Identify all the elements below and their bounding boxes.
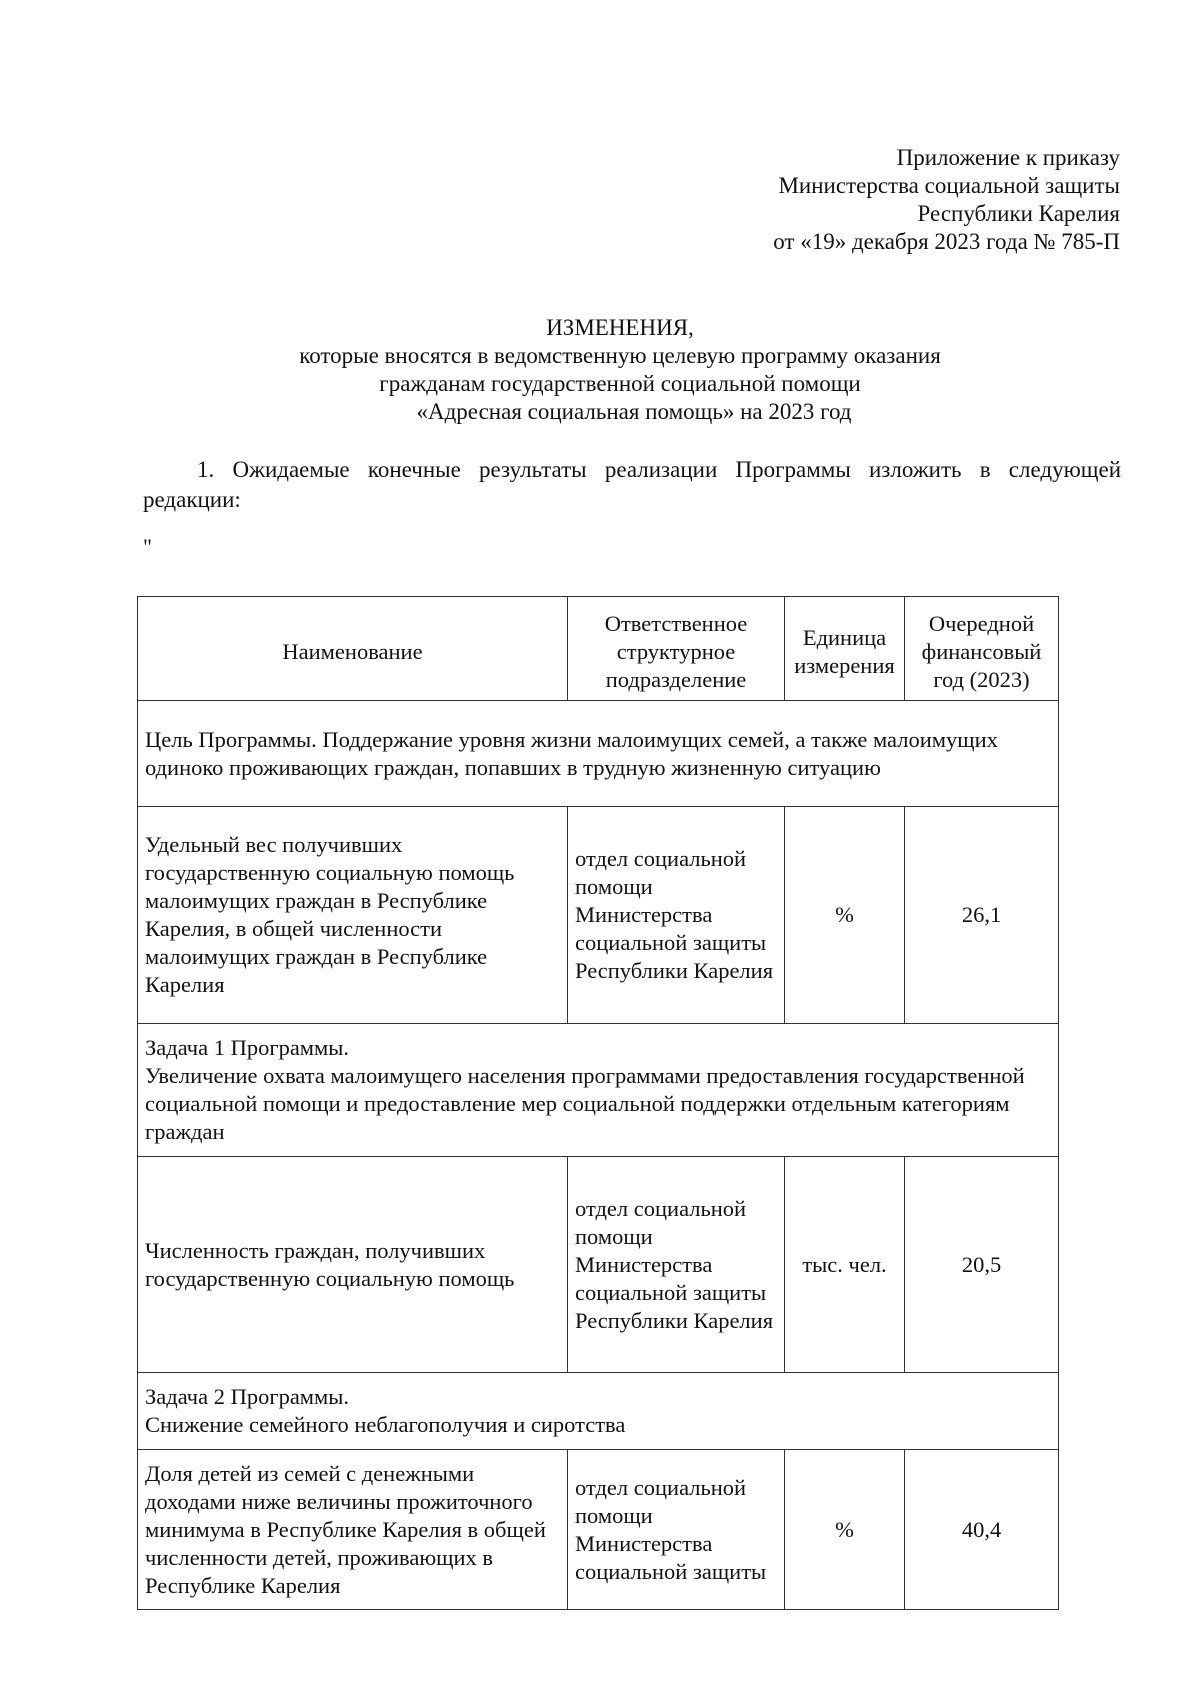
goal-text: Цель Программы. Поддержание уровня жизни малоимущих семей, а также малоимущих одиноко проживающих граждан, попавших в трудную жизненную ситуацию xyxy=(138,701,1059,807)
opening-quote-mark: " xyxy=(143,534,152,559)
indicator-value: 40,4 xyxy=(905,1450,1059,1610)
title-line-4: «Адресная социальная помощь» на 2023 год xyxy=(416,399,852,424)
task-1-title: Задача 1 Программы. xyxy=(145,1035,350,1060)
indicator-department: отдел социальной помощи Министерства социальной защиты Республики Карелия xyxy=(568,807,785,1024)
table-row xyxy=(138,807,1059,1024)
indicator-department: отдел социальной помощи Министерства социальной защиты xyxy=(568,1450,785,1610)
goal-row xyxy=(138,701,1059,807)
task-2-cell xyxy=(138,1373,1059,1450)
appendix-line-1: Приложение к приказу xyxy=(896,145,1120,170)
document-title xyxy=(130,314,1110,426)
indicator-unit: % xyxy=(785,807,905,1024)
task-1-row xyxy=(138,1024,1059,1157)
indicator-name: Удельный вес получивших государственную социальную помощь малоимущих граждан в Республике Карелия, в общей численности малоимущих граждан в Республике Карелия xyxy=(138,807,568,1024)
appendix-line-2: Министерства социальной защиты xyxy=(778,173,1120,198)
task-2-title: Задача 2 Программы. xyxy=(145,1384,350,1409)
task-1-cell xyxy=(138,1024,1059,1157)
appendix-line-3: Республики Карелия xyxy=(917,201,1120,226)
table-row xyxy=(138,1157,1059,1373)
appendix-line-4: от «19» декабря 2023 года № 785-П xyxy=(773,229,1120,254)
table-row xyxy=(138,1450,1059,1610)
title-heading: ИЗМЕНЕНИЯ, xyxy=(546,315,694,340)
indicator-unit: тыс. чел. xyxy=(785,1157,905,1373)
results-table xyxy=(137,596,1059,1610)
title-line-3: гражданам государственной социальной помощи xyxy=(379,371,861,396)
indicator-name: Численность граждан, получивших государственную социальную помощь xyxy=(138,1157,568,1373)
task-2-text: Снижение семейного неблагополучия и сиротства xyxy=(145,1412,626,1437)
indicator-name: Доля детей из семей с денежными доходами ниже величины прожиточного минимума в Республике Карелия в общей численности детей, проживающих в Республике Карелия xyxy=(138,1450,568,1610)
task-2-row xyxy=(138,1373,1059,1450)
intro-paragraph: 1. Ожидаемые конечные результаты реализации Программы изложить в следующей редакции: xyxy=(143,457,1121,512)
header-name: Наименование xyxy=(138,597,568,701)
header-department: Ответственное структурное подразделение xyxy=(568,597,785,701)
header-year: Очередной финансовый год (2023) xyxy=(905,597,1059,701)
indicator-value: 26,1 xyxy=(905,807,1059,1024)
table-header-row xyxy=(138,597,1059,701)
appendix-header xyxy=(773,144,1120,256)
header-unit: Единица измерения xyxy=(785,597,905,701)
task-1-text: Увеличение охвата малоимущего населения программами предоставления государственной социальной помощи и предоставление мер социальной поддержки отдельным категориям граждан xyxy=(145,1063,1025,1144)
indicator-department: отдел социальной помощи Министерства социальной защиты Республики Карелия xyxy=(568,1157,785,1373)
indicator-value: 20,5 xyxy=(905,1157,1059,1373)
indicator-unit: % xyxy=(785,1450,905,1610)
title-line-2: которые вносятся в ведомственную целевую программу оказания xyxy=(299,343,941,368)
